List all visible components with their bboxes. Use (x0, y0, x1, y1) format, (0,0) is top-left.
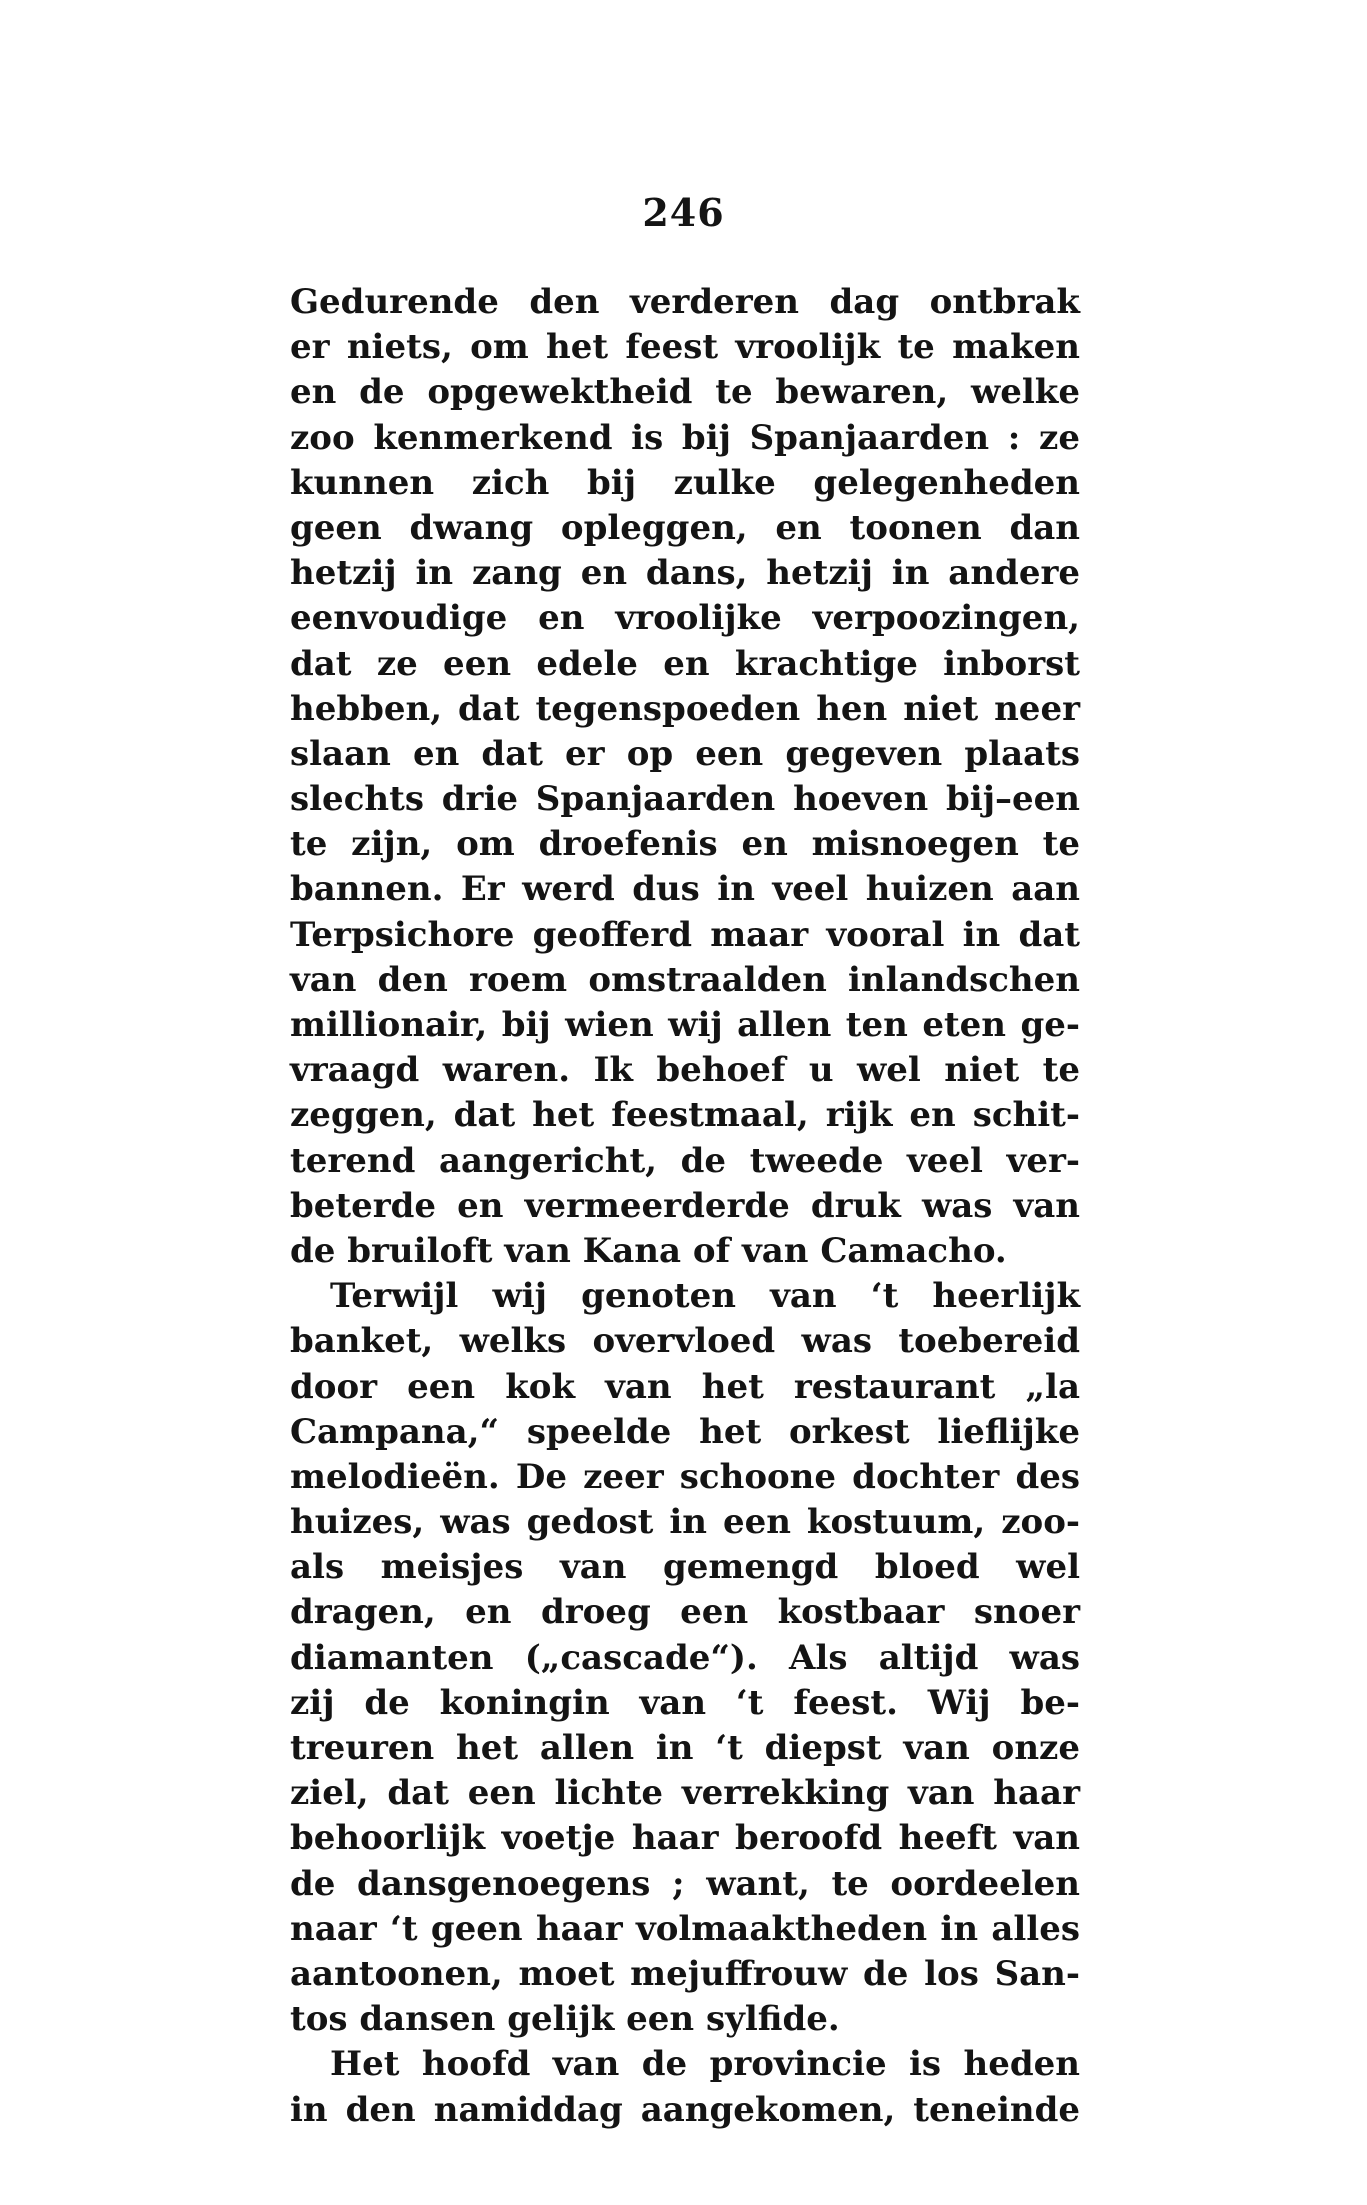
text-line: naar ‘t geen haar volmaaktheden in alles (290, 1908, 1080, 1949)
text-line: zoo kenmerkend is bij Spanjaarden : ze (290, 417, 1080, 458)
text-line: behoorlijk voetje haar beroofd heeft van (290, 1818, 1080, 1859)
text-line: te zijn, om droefenis en misnoegen te (290, 824, 1080, 865)
text-line: geen dwang opleggen, en toonen dan (290, 507, 1080, 548)
page-number: 246 (642, 190, 725, 235)
text-line: zij de koningin van ‘t feest. Wij be- (290, 1682, 1080, 1723)
text-line: Terwijl wij genoten van ‘t heerlijk (330, 1276, 1080, 1317)
text-line: hebben, dat tegenspoeden hen niet neer (290, 688, 1080, 729)
text-line: aantoonen, moet mejuffrouw de los San- (290, 1953, 1080, 1994)
text-line: melodieën. De zeer schoone dochter des (290, 1456, 1080, 1497)
text-line: dat ze een edele en krachtige inborst (290, 643, 1080, 684)
text-line: slechts drie Spanjaarden hoeven bij–een (290, 779, 1080, 820)
text-line: kunnen zich bij zulke gelegenheden (290, 462, 1080, 503)
text-line: ziel, dat een lichte verrekking van haar (290, 1773, 1080, 1814)
text-line: huizes, was gedost in een kostuum, zoo- (290, 1502, 1080, 1543)
text-line: diamanten („cascade“). Als altijd was (290, 1637, 1080, 1678)
text-line: en de opgewektheid te bewaren, welke (290, 372, 1080, 413)
text-line: als meisjes van gemengd bloed wel (290, 1547, 1080, 1588)
text-line: de dansgenoegens ; want, te oordeelen (290, 1863, 1080, 1904)
text-line: Het hoofd van de provincie is heden (330, 2044, 1080, 2085)
text-line: Terpsichore geofferd maar vooral in dat (290, 914, 1080, 955)
text-line: hetzij in zang en dans, hetzij in andere (290, 553, 1080, 594)
text-line: slaan en dat er op een gegeven plaats (290, 733, 1080, 774)
text-line: beterde en vermeerderde druk was van (290, 1185, 1080, 1226)
text-line: banket, welks overvloed was toebereid (290, 1321, 1080, 1362)
text-line: bannen. Er werd dus in veel huizen aan (290, 869, 1080, 910)
text-line: tos dansen gelijk een sylfide. (290, 1999, 840, 2040)
text-line: Gedurende den verderen dag ontbrak (290, 282, 1080, 322)
text-line: millionair, bij wien wij allen ten eten ge- (290, 1005, 1080, 1045)
text-line: in den namiddag aangekomen, teneinde (290, 2089, 1080, 2130)
text-line: door een kok van het restaurant „la (290, 1366, 1080, 1407)
text-line: vraagd waren. Ik behoef u wel niet te (290, 1050, 1080, 1091)
text-line: van den roem omstraalden inlandschen (290, 959, 1080, 1000)
text-line: eenvoudige en vroolijke verpoozingen, (290, 598, 1080, 639)
text-line: Campana,“ speelde het orkest lieflijke (290, 1411, 1080, 1452)
text-line: zeggen, dat het feestmaal, rijk en schit- (290, 1095, 1080, 1136)
text-line: de bruiloft van Kana of van Camacho. (290, 1230, 1007, 1271)
body-text (290, 280, 1080, 2133)
text-line: treuren het allen in ‘t diepst van onze (290, 1728, 1080, 1768)
text-line: terend aangericht, de tweede veel ver- (290, 1140, 1080, 1181)
text-line: dragen, en droeg een kostbaar snoer (290, 1592, 1080, 1633)
text-line: er niets, om het feest vroolijk te maken (290, 327, 1080, 368)
